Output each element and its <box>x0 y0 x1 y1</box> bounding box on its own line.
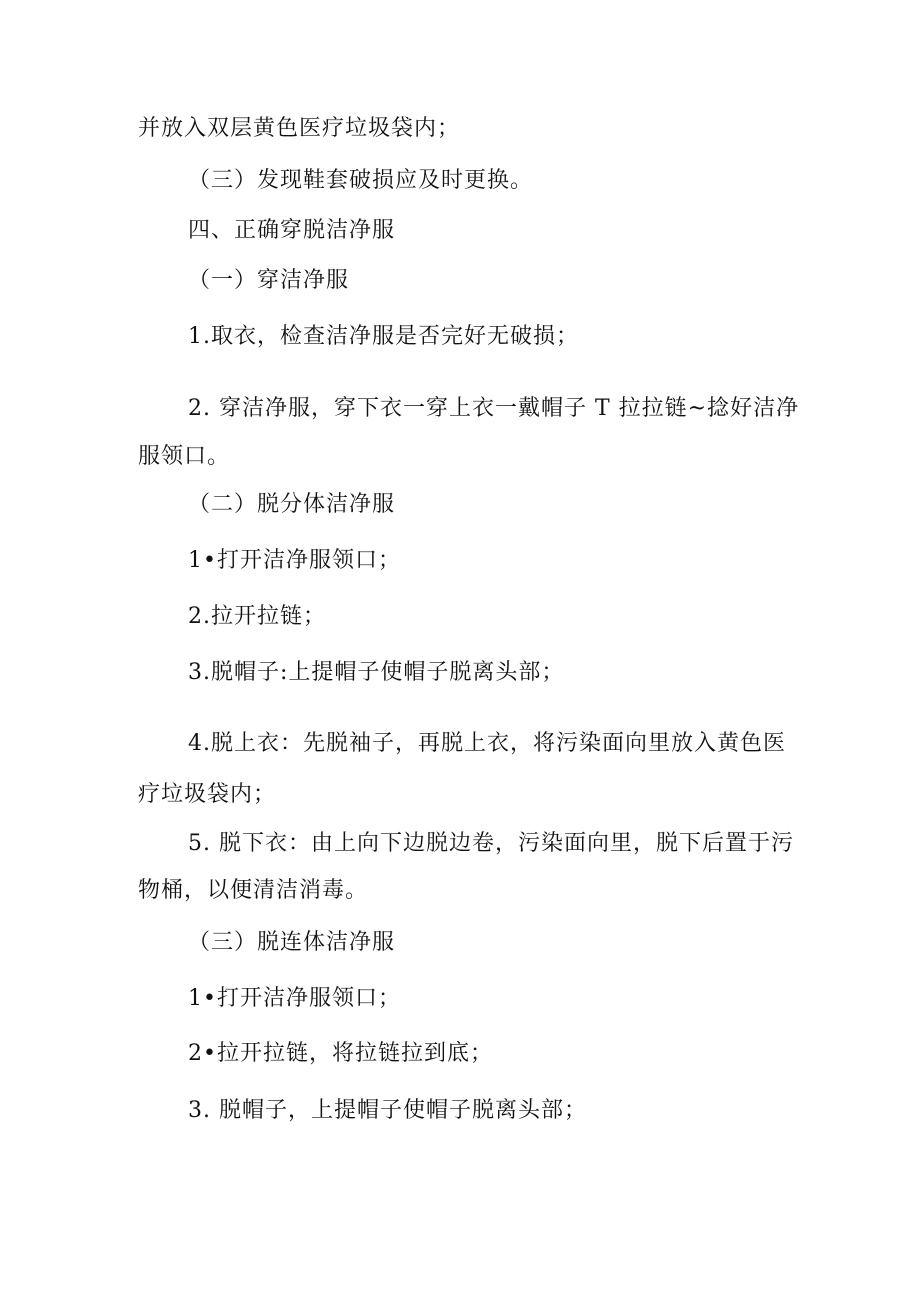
step-2-wear-gown: 2. 穿洁净服，穿下衣一穿上衣一戴帽子 T 拉拉链~捻好洁净 <box>188 396 800 421</box>
step-4-remove-top: 4.脱上衣：先脱袖子，再脱上衣，将污染面向里放入黄色医 <box>188 731 786 756</box>
step-1-take-gown: 1.取衣，检查洁净服是否完好无破损； <box>188 324 579 349</box>
text-line-item-3: （三）发现鞋套破损应及时更换。 <box>188 168 534 193</box>
step-5-remove-bottom-cont: 物桶，以便清洁消毒。 <box>138 878 369 903</box>
step-2-unzip: 2.拉开拉链； <box>188 604 326 629</box>
step-4-remove-top-cont: 疗垃圾袋内； <box>138 782 277 807</box>
step-5-remove-bottom: 5. 脱下衣：由上向下边脱边卷，污染面向里，脱下后置于污 <box>188 831 794 856</box>
step-2-unzip-coverall: 2•拉开拉链，将拉链拉到底； <box>188 1041 493 1066</box>
step-1-open-collar-coverall: 1•打开洁净服领口； <box>188 986 401 1011</box>
text-line-continuation: 并放入双层黄色医疗垃圾袋内； <box>138 116 461 141</box>
subsection-heading-2: （二）脱分体洁净服 <box>188 492 396 517</box>
section-heading-4: 四、正确穿脱洁净服 <box>188 218 396 243</box>
subsection-heading-1: （一）穿洁净服 <box>188 268 350 293</box>
subsection-heading-3: （三）脱连体洁净服 <box>188 930 396 955</box>
step-2-wear-gown-cont: 服领口。 <box>138 444 231 469</box>
step-1-open-collar: 1•打开洁净服领口； <box>188 548 401 573</box>
step-3-remove-cap: 3.脱帽子:上提帽子使帽子脱离头部； <box>188 660 565 685</box>
step-3-remove-cap-coverall: 3. 脱帽子，上提帽子使帽子脱离头部； <box>188 1098 587 1123</box>
